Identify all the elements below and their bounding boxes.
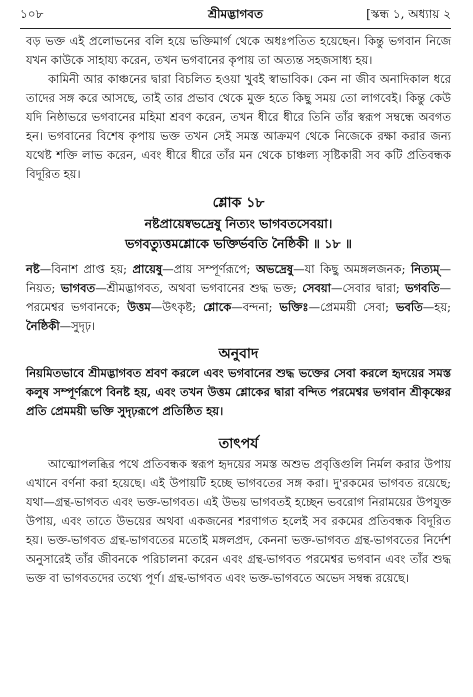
translation-title: অনুবাদ	[218, 346, 259, 362]
synonym-meaning: —শ্রীমদ্ভাগবত, অথবা ভগবানের শুদ্ধ ভক্ত;	[95, 281, 303, 295]
synonym-term: প্রায়েষু	[132, 262, 163, 276]
synonym-meaning: —সেবার দ্বারা;	[330, 281, 406, 295]
page-header	[20, 7, 451, 25]
synonym-term: ভবতি	[395, 300, 423, 314]
synonym-term: উত্তম	[127, 300, 151, 314]
verse-line: ভগবত্যুত্তমশ্লোকে ভক্তির্ভবতি নৈষ্ঠিকী ॥ ১৮ ॥	[125, 236, 352, 251]
word-for-word-synonyms	[26, 260, 451, 336]
synonym-term: নিত্যম্	[410, 262, 440, 276]
purport-text: আত্মোপলব্ধির পথে প্রতিবন্ধক স্বরূপ হৃদয়ের সমস্ত অশুভ প্রবৃত্তিগুলি নির্মল করার উপায় এখানে বর্ণনা করা হয়েছে। এই উপায়টি হচ্ছে ভাগবতের সঙ্গ করা। দু'রকমের ভাগবত রয়েছে; যথা—গ্রন্থ-ভাগবত এবং ভক্ত-ভাগবত। এই উভয় ভাগবতই হচ্ছেন ভবরোগ নিরাময়ের উপযুক্ত উপায়, এবং তাতে উভয়ের অথবা একজনের শরণাগত হলেই সব রকমের প্রতিবন্ধক বিদূরিত হয়। ভক্ত-ভাগবত গ্রন্থ-ভাগবতের মতোই মঙ্গলপ্রদ, কেননা ভক্ত-ভাগবত গ্রন্থ-ভাগবতের নির্দেশ অনুসারেই তাঁর জীবনকে পরিচালনা করেন এবং গ্রন্থ-ভাগবত পরমেশ্বর ভগবান এবং তাঁর শুদ্ধ ভক্ত বা ভাগবতদের তথ্যে পূর্ণ। গ্রন্থ-ভাগবত এবং ভক্ত-ভাগবতে অভেদ সম্বন্ধ রয়েছে।	[26, 457, 451, 585]
synonym-meaning: —প্রেমময়ী সেবা;	[308, 300, 396, 314]
paragraph: কামিনী আর কাঞ্চনের দ্বারা বিচলিত হওয়া খুবই স্বাভাবিক। কেন না জীব অনাদিকাল ধরে তাদের সঙ্গ করে আসছে, তাই তার প্রভাব থেকে মুক্ত হতে কিছু সময় তো লাগবেই। কিন্তু কেউ যদি নিষ্ঠাভরে ভগবানের মহিমা শ্রবণ করেন, তখন ধীরে ধীরে তিনি তাঁর স্বরূপ সম্বন্ধে অবগত হন। ভগবানের বিশেষ কৃপায় ভক্ত তখন সেই সমস্ত আক্রমণ থেকে নিজেকে রক্ষা করার জন্য যথেষ্ট শক্তি লাভ করেন, এবং ধীরে ধীরে তাঁর মন থেকে চাঞ্চল্য সৃষ্টিকারী সব কটি প্রতিবন্ধক বিদূরিত হয়।	[26, 72, 451, 181]
synonym-meaning: —বন্দনা;	[231, 300, 280, 314]
synonym-meaning: —নিয়ত;	[26, 262, 451, 295]
synonym-meaning: —পরমেশ্বর ভগবানকে;	[26, 281, 451, 314]
synonym-term: নৈষ্ঠিকী	[26, 319, 60, 333]
header-rule	[20, 28, 451, 29]
page-number: ১০৮	[20, 7, 44, 21]
synonym-term: শ্লোকে	[203, 300, 232, 314]
synonym-term: অভদ্রেষু	[255, 262, 294, 276]
book-title: শ্রীমদ্ভাগবত	[207, 7, 263, 21]
purport-title: তাৎপর্য	[218, 436, 259, 452]
verse-line: নষ্টপ্রায়েষ্বভদ্রেষু নিত্যং ভাগবতসেবয়া।	[144, 216, 333, 231]
synonym-meaning: —সুদৃঢ়।	[59, 319, 96, 333]
synonym-term: ভাগবত	[60, 281, 96, 295]
page-content	[26, 32, 451, 588]
synonym-meaning: —উৎকৃষ্ট;	[150, 300, 204, 314]
synonym-term: নষ্ট	[26, 262, 40, 276]
synonym-term: ভক্তিঃ	[279, 300, 309, 314]
translation-text: নিয়মিতভাবে শ্রীমদ্ভাগবত শ্রবণ করলে এবং ভগবানের শুদ্ধ ভক্তের সেবা করলে হৃদয়ের সমস্ত কলুষ সম্পূর্ণরূপে বিনষ্ট হয়, এবং তখন উত্তম শ্লোকের দ্বারা বন্দিত পরমেশ্বর ভগবান শ্রীকৃষ্ণের প্রতি প্রেমময়ী ভক্তি সুদৃঢ়রূপে প্রতিষ্ঠিত হয়।	[26, 366, 451, 418]
synonym-meaning: —যা কিছু অমঙ্গলজনক;	[293, 262, 411, 276]
synonym-term: ভগবতি	[405, 281, 440, 295]
synonym-meaning: —প্রায় সম্পূর্ণরূপে;	[162, 262, 256, 276]
chapter-reference: [স্কন্ধ ১, অধ্যায় ২	[366, 7, 451, 21]
synonym-meaning: —হয়;	[422, 300, 451, 314]
verse-title: শ্লোক ১৮	[212, 195, 265, 211]
synonym-meaning: —বিনাশ প্রাপ্ত হয়;	[39, 262, 133, 276]
paragraph: বড় ভক্ত এই প্রলোভনের বলি হয়ে ভক্তিমার্গ থেকে অধঃপতিত হয়েছেন। কিন্তু ভগবান নিজে যখন কাউকে সাহায্য করেন, তখন ভগবানের কৃপায় তা অত্যন্ত সহজসাধ্য হয়।	[26, 34, 451, 67]
synonym-term: সেবয়া	[302, 281, 331, 295]
